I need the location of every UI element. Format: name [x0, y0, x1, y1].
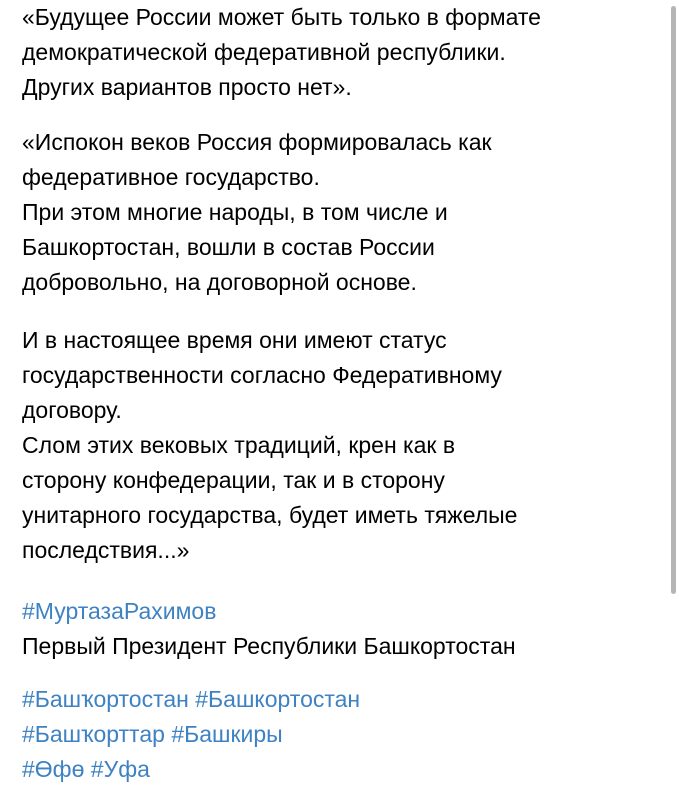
- hashtag-link[interactable]: #Башкортостан: [195, 686, 361, 712]
- text-line: Башкортостан, вошли в состав России: [22, 234, 435, 260]
- vertical-scrollbar[interactable]: [671, 6, 676, 594]
- quote-paragraph-3: [22, 323, 517, 568]
- text-line: государственности согласно Федеративному: [22, 362, 502, 388]
- text-line: сторону конфедерации, так и в сторону: [22, 467, 445, 493]
- hashtag-link[interactable]: #Башҡорттар: [22, 721, 165, 747]
- quote-paragraph-2: [22, 125, 492, 300]
- hashtag-line: [22, 682, 360, 717]
- text-line: договору.: [22, 397, 122, 423]
- hashtag-link[interactable]: #Уфа: [90, 756, 150, 782]
- text-line: федеративное государство.: [22, 164, 320, 190]
- text-line: Других вариантов просто нет».: [22, 74, 352, 100]
- text-line: унитарного государства, будет иметь тяжелые: [22, 502, 518, 528]
- text-line: добровольно, на договорной основе.: [22, 269, 417, 295]
- text-line: последствия...»: [22, 537, 190, 563]
- author-hashtag-line: [22, 594, 516, 629]
- text-line: «Будущее России может быть только в формате: [22, 4, 541, 30]
- hashtag-link[interactable]: #Өфө: [22, 756, 85, 782]
- hashtag-block: [22, 682, 360, 787]
- text-line: При этом многие народы, в том числе и: [22, 199, 448, 225]
- text-line: «Испокон веков Россия формировалась как: [22, 129, 492, 155]
- signature-block: [22, 594, 516, 664]
- hashtag-link[interactable]: #Башҡортостан: [22, 686, 189, 712]
- text-line: демократической федеративной республики.: [22, 39, 506, 65]
- hashtag-link[interactable]: #Башкиры: [171, 721, 283, 747]
- text-line: Слом этих вековых традиций, крен как в: [22, 432, 456, 458]
- text-line: И в настоящее время они имеют статус: [22, 327, 447, 353]
- hashtag-link-author[interactable]: #МуртазаРахимов: [22, 598, 217, 624]
- author-title: Первый Президент Республики Башкортостан: [22, 633, 516, 659]
- quote-paragraph-1: [22, 0, 541, 105]
- hashtag-line: [22, 752, 360, 787]
- hashtag-line: [22, 717, 360, 752]
